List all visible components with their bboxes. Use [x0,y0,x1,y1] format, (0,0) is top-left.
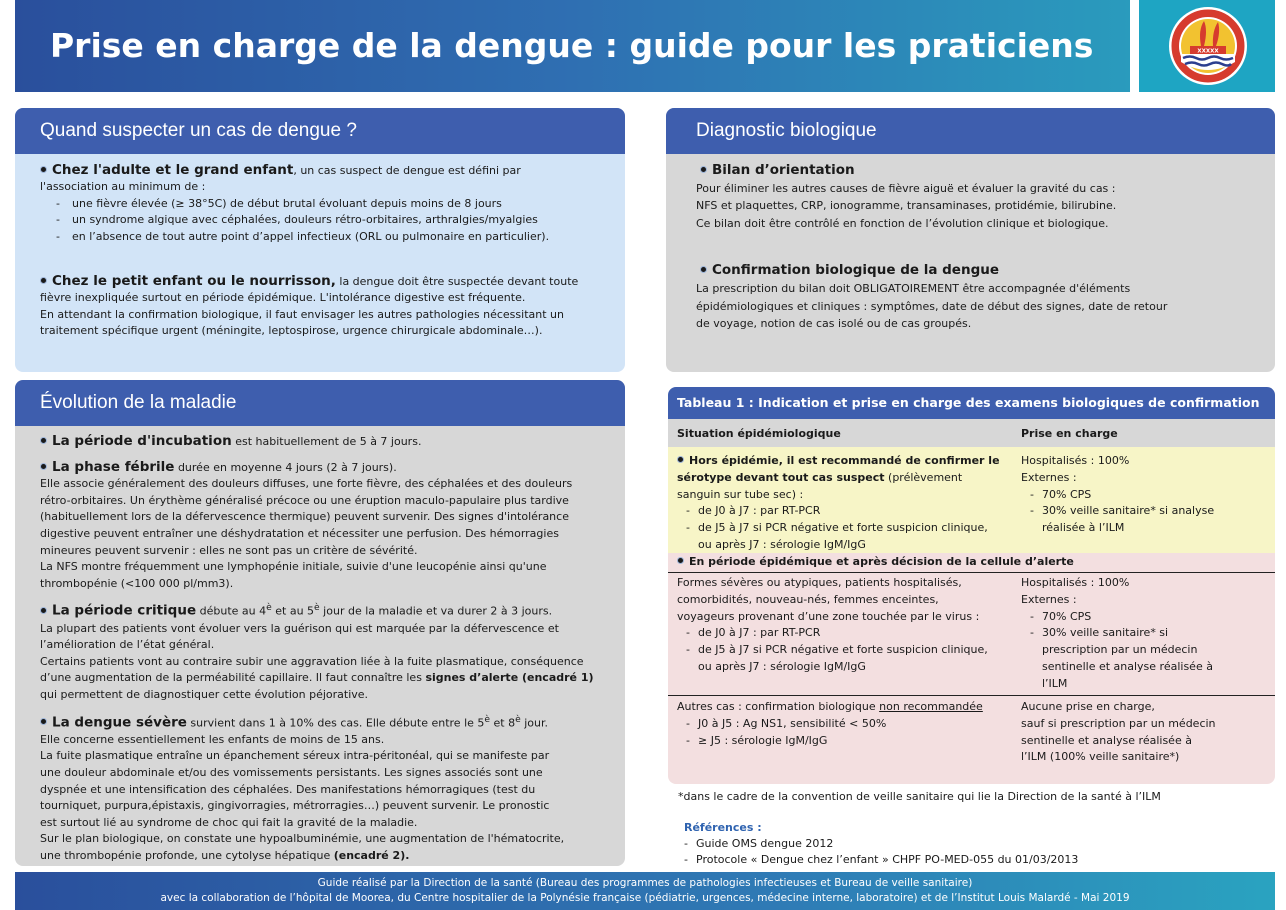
cell-text: Externes : [1021,592,1077,606]
superscript: è [515,713,521,725]
confirm-line [696,262,1263,280]
cell-text: sanguin sur tube sec) : [677,487,804,501]
text-line: Elle concerne essentiellement les enfants de moins de 15 ans. [40,732,385,746]
list-item: - de J5 à J7 si PCR négative et forte suspicion clinique, [677,520,1000,537]
reference-item: - Guide OMS dengue 2012 [675,836,1078,852]
text-line: Pour éliminer les autres causes de fièvre aiguë et évaluer la gravité du cas : [696,181,1116,195]
cell-text: sentinelle et analyse réalisée à [1042,659,1213,673]
text-span: une thrombopénie profonde, une cytolyse hépatique [40,848,334,862]
child-text: En attendant la confirmation biologique, il faut envisager les autres pathologies nécessitant un [40,307,564,321]
alert-signs-ref: signes d’alerte (encadré 1) [425,671,594,685]
text-line: dyspnée et une intensification des céphalées. Des manifestations hémorragiques (test du [40,782,536,796]
cell-text: En période épidémique et après décision de la cellule d’alerte [689,555,1074,568]
cell-text: Externes : [1021,470,1077,484]
encadre-ref: (encadré 2). [333,848,410,862]
child-text: traitement spécifique urgent (méningite, leptospirose, urgence chirurgicale abdominale…). [40,324,543,338]
text-line: est surtout lié au syndrome de choc qui fait la gravité de la maladie. [40,815,418,829]
bullet-icon [40,607,47,614]
text-line: Sur le plan biologique, on constate une hypoalbuminémie, une augmentation de l'hématocrite, [40,832,565,846]
text-line: Elle associe généralement des douleurs diffuses, une forte fièvre, des céphalées et des douleurs [40,477,573,491]
text-span: d’une augmentation de la perméabilité capillaire. Il faut connaître les [40,671,426,685]
table-cell [677,453,1000,554]
text-line: mineures peuvent survenir : elles ne sont pas un critère de sévérité. [40,543,418,557]
cell-text: prescription par un médecin [1042,643,1198,657]
cell-text: ou après J7 : sérologie IgM/IgG [698,659,866,673]
text-line: digestive peuvent entraîner une déshydratation et nécessiter une perfusion. Des hémorragies [40,526,559,540]
cell-text: non recommandée [879,700,983,713]
text-line: La NFS montre fréquemment une lymphopénie initiale, suivie d'une leucopénie ainsi qu'une [40,560,547,574]
list-item: - de J0 à J7 : par RT-PCR [677,625,988,642]
bullet-icon [40,277,47,284]
child-text: la dengue doit être suspectée devant toute [335,275,579,289]
table-cell [677,554,1074,571]
critique-text: et au 5 [271,605,315,618]
cell-text: l’ILM [1042,676,1068,690]
cell-text: Aucune prise en charge, [1021,700,1155,713]
cell-text: réalisée à l’ILM [1042,521,1125,535]
list-item: - en l’absence de tout autre point d’appel infectieux (ORL ou pulmonaire en particulier). [40,229,613,245]
list-item: - J0 à J5 : Ag NS1, sensibilité < 50% [677,716,983,733]
critique-body [40,621,613,704]
footer-line: avec la collaboration de l’hôpital de Moorea, du Centre hospitalier de la Polynésie française (pédiatrie, urgences, médecine interne, laboratoire) et de l’Institut Louis Malardé - Mai 2019 [160,892,1130,904]
superscript: è [484,713,491,725]
list-item: - de J0 à J7 : par RT-PCR [677,503,1000,520]
diagnostic-panel [666,108,1275,372]
text-line: La prescription du bilan doit OBLIGATOIREMENT être accompagnée d'éléments [696,281,1131,295]
febrile-line [40,459,613,477]
text-line: thrombopénie (<100 000 pl/mm3). [40,576,234,590]
text-line: l’amélioration de l’état général. [40,638,215,652]
critique-line [40,600,613,620]
severe-body [40,732,613,865]
table-row [668,446,1275,553]
adult-line [40,162,613,179]
logo-text: XXXXX [1197,48,1219,55]
list-item: - 70% CPS [1021,609,1213,626]
bilan-lead: Bilan d’orientation [712,162,855,178]
incubation-line [40,433,613,451]
severe-line [40,712,613,732]
cell-text: Formes sévères ou atypiques, patients hospitalisés, [677,576,962,589]
text-line: Ce bilan doit être contrôlé en fonction de l’évolution clinique et biologique. [696,216,1109,230]
febrile-lead: La phase fébrile [52,458,175,475]
diagnostic-title: Diagnostic biologique [666,108,1275,154]
text-line: (habituellement lors de la défervescence thermique) peuvent survenir. Des signes d'intolérance [40,510,569,524]
bullet-icon [40,166,47,173]
table-cell [1021,699,1216,766]
confirm-lead: Confirmation biologique de la dengue [712,262,1000,279]
child-line [40,273,613,290]
text-line [40,670,613,687]
adult-criteria-list [40,196,613,245]
cell-text: comorbidités, nouveau-nés, femmes enceintes, [677,592,939,606]
severe-text: et 8 [490,716,516,730]
reference-item: - Protocole « Dengue chez l’enfant » CHPF PO-MED-055 du 01/03/2013 [675,852,1078,868]
text-line: tourniquet, purpura,épistaxis, gingivorragies, métrorragies…) peuvent survenir. Le pronostic [40,799,550,813]
list-item: - ≥ J5 : sérologie IgM/IgG [677,733,983,750]
severe-text: survient dans 1 à 10% des cas. Elle débute entre le 5 [186,716,485,730]
confirmation-table [668,387,1275,784]
bullet-icon [40,437,47,444]
logo-box [1139,0,1275,92]
cell-text: l’ILM (100% veille sanitaire*) [1021,750,1180,764]
evolution-title: Évolution de la maladie [15,380,625,426]
text-line: La fuite plasmatique entraîne un épanchement séreux intra-péritonéal, qui se manifeste par [40,749,550,763]
table-cell [677,575,988,676]
table-row [668,553,1275,573]
cell-text: ou après J7 : sérologie IgM/IgG [698,537,866,551]
header-banner [15,0,1130,92]
page-title: Prise en charge de la dengue : guide pour les praticiens [50,26,1094,65]
critique-text: débute au 4 [196,605,267,618]
child-text: fièvre inexpliquée surtout en période épidémique. L'intolérance digestive est fréquente. [40,291,526,305]
table-row [668,573,1275,696]
text-line: rétro-orbitaires. Un érythème généralisé précoce ou une éruption maculo-papulaire plus tardive [40,493,569,507]
cell-text: Autres cas : confirmation biologique [677,700,880,713]
evolution-panel [15,380,625,866]
footer-banner [15,872,1275,910]
list-item: - un syndrome algique avec céphalées, douleurs rétro-orbitaires, arthralgies/myalgies [40,212,613,228]
footer-line: Guide réalisé par la Direction de la santé (Bureau des programmes de pathologies infectieuses et Bureau de veille sanitaire) [317,877,973,889]
list-item: - 30% veille sanitaire* si analyse [1021,503,1214,520]
bullet-icon [677,456,684,463]
column-header: Prise en charge [1021,427,1118,440]
critique-text: jour de la maladie et va durer 2 à 3 jours. [319,605,553,618]
references-title: Références : [684,821,762,834]
suspect-panel [15,108,625,372]
cell-text: sérotype devant tout cas suspect [677,470,885,484]
severe-text: jour. [520,716,549,730]
table-cell [1021,575,1213,693]
critique-lead: La période critique [52,603,197,619]
bilan-line [696,162,1263,180]
list-item: - une fièvre élevée (≥ 38°5C) de début brutal évoluant depuis moins de 8 jours [40,196,613,212]
list-item: - 70% CPS [1021,487,1214,504]
bullet-icon [700,266,707,273]
febrile-body [40,476,613,592]
text-line: La plupart des patients vont évoluer vers la guérison qui est marquée par la défervescence et [40,621,559,635]
table-cell [1021,453,1214,537]
cell-text: Hospitalisés : 100% [1021,454,1130,467]
cell-text: sentinelle et analyse réalisée à [1021,733,1192,747]
superscript: è [314,602,320,614]
footnote: *dans le cadre de la convention de veille sanitaire qui lie la Direction de la santé à l’ILM [678,790,1161,803]
cell-text: voyageurs provenant d’une zone touchée par le virus : [677,609,980,623]
suspect-title: Quand suspecter un cas de dengue ? [15,108,625,154]
text-line: de voyage, notion de cas isolé ou de cas groupés. [696,317,972,331]
list-item: - de J5 à J7 si PCR négative et forte suspicion clinique, [677,642,988,659]
cell-text: (prélèvement [884,470,963,484]
text-line: Certains patients vont au contraire subir une aggravation liée à la fuite plasmatique, conséquence [40,654,584,668]
incubation-lead: La période d'incubation [52,433,232,449]
incubation-text: est habituellement de 5 à 7 jours. [231,435,422,448]
severe-lead: La dengue sévère [52,714,187,731]
text-line [40,848,613,865]
adult-text: , un cas suspect de dengue est défini par [293,164,521,177]
cell-text: Hospitalisés : 100% [1021,576,1130,589]
bullet-icon [40,463,47,470]
table-cell [677,699,983,749]
text-line: NFS et plaquettes, CRP, ionogramme, transaminases, protidémie, bilirubine. [696,199,1117,213]
text-line: qui permettent de diagnostiquer cette évolution péjorative. [40,687,369,701]
table-row [668,696,1275,784]
bullet-icon [40,718,47,725]
cell-text: Hors épidémie, il est recommandé de confirmer le [689,454,1000,467]
febrile-text: durée en moyenne 4 jours (2 à 7 jours). [174,460,397,474]
text-line: épidémiologiques et cliniques : symptômes, date de début des signes, date de retour [696,299,1168,313]
cell-text: sauf si prescription par un médecin [1021,716,1216,730]
polynesia-emblem-icon [1168,6,1248,86]
column-header: Situation épidémiologique [677,427,841,440]
table-header [668,419,1275,446]
superscript: è [266,602,272,614]
bullet-icon [700,166,707,173]
text-line: une douleur abdominale et/ou des vomissements persistants. Les signes associés sont une [40,766,543,779]
adult-lead: Chez l'adulte et le grand enfant [52,162,294,178]
bullet-icon [677,557,684,564]
list-item: - 30% veille sanitaire* si [1021,625,1213,642]
references [684,820,1078,868]
table-title: Tableau 1 : Indication et prise en charge des examens biologiques de confirmation [668,387,1275,419]
adult-text-2: l'association au minimum de : [40,180,206,194]
child-lead: Chez le petit enfant ou le nourrisson, [52,273,336,290]
